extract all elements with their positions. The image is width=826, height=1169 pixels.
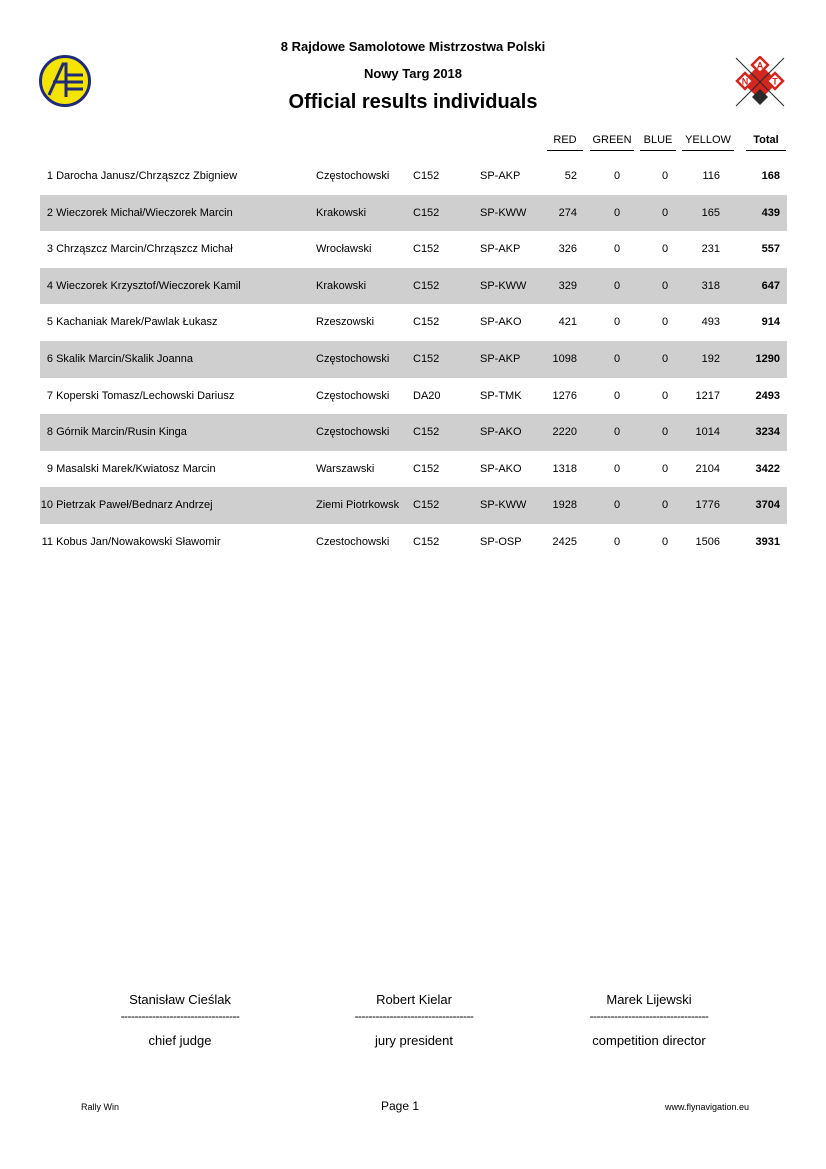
table-row bbox=[40, 378, 787, 415]
blue-score: 0 bbox=[661, 535, 669, 548]
crew-name: 10 Pietrzak Paweł/Bednarz Andrzej bbox=[40, 499, 213, 512]
signature-line: ---------------------------------- bbox=[120, 1009, 240, 1023]
total-score: 3422 bbox=[755, 462, 780, 475]
column-header-red-label: RED bbox=[553, 134, 577, 146]
green-score: 0 bbox=[613, 279, 621, 292]
yellow-score: 231 bbox=[701, 243, 720, 256]
red-score: 421 bbox=[558, 316, 577, 329]
column-header-yellow bbox=[682, 134, 734, 151]
plane-type: C152 bbox=[413, 426, 440, 439]
blue-score: 0 bbox=[661, 499, 669, 512]
event-location-year: Nowy Targ 2018 bbox=[363, 66, 463, 81]
table-row bbox=[40, 341, 787, 378]
column-header-blue-label: BLUE bbox=[643, 134, 673, 146]
club: Czestochowski bbox=[316, 535, 390, 548]
green-score: 0 bbox=[613, 206, 621, 219]
red-score: 2220 bbox=[552, 426, 577, 439]
green-score: 0 bbox=[613, 389, 621, 402]
yellow-score: 1014 bbox=[695, 426, 720, 439]
green-score: 0 bbox=[613, 426, 621, 439]
plane-registration: SP-KWW bbox=[480, 279, 527, 292]
signature-role-chief-judge: chief judge bbox=[148, 1033, 212, 1048]
plane-registration: SP-OSP bbox=[480, 535, 522, 548]
yellow-score: 116 bbox=[702, 170, 720, 182]
crew-name: 9 Masalski Marek/Kwiatosz Marcin bbox=[46, 462, 216, 475]
plane-registration: SP-AKP bbox=[480, 243, 521, 256]
club: Wrocławski bbox=[316, 243, 372, 256]
club: Krakowski bbox=[316, 279, 367, 292]
total-score: 439 bbox=[761, 206, 780, 219]
crew-name: 11 Kobus Jan/Nowakowski Sławomir bbox=[41, 535, 221, 548]
ant-logo-icon bbox=[732, 56, 788, 108]
aeroclub-logo-icon bbox=[39, 55, 91, 107]
crew-name: 8 Górnik Marcin/Rusin Kinga bbox=[46, 426, 187, 439]
yellow-score: 2104 bbox=[695, 462, 720, 475]
red-score: 2425 bbox=[552, 535, 577, 548]
plane-type: C152 bbox=[413, 279, 440, 292]
blue-score: 0 bbox=[661, 170, 669, 182]
green-score: 0 bbox=[613, 316, 621, 329]
signature-role-competition-director: competition director bbox=[592, 1033, 706, 1048]
green-score: 0 bbox=[613, 499, 621, 512]
table-row bbox=[40, 487, 787, 524]
red-score: 1318 bbox=[552, 462, 577, 475]
total-score: 168 bbox=[761, 170, 780, 182]
table-row bbox=[40, 231, 787, 268]
signature-role-jury-president: jury president bbox=[374, 1033, 454, 1048]
footer-software-name: Rally Win bbox=[81, 1102, 120, 1112]
logo-letter-a: A bbox=[756, 60, 764, 71]
blue-score: 0 bbox=[661, 316, 669, 329]
green-score: 0 bbox=[613, 243, 621, 256]
yellow-score: 1217 bbox=[695, 389, 720, 402]
red-score: 326 bbox=[558, 243, 577, 256]
plane-type: C152 bbox=[413, 462, 440, 475]
logo-letter-n: N bbox=[741, 76, 749, 87]
blue-score: 0 bbox=[661, 243, 669, 256]
yellow-score: 192 bbox=[701, 352, 720, 365]
blue-score: 0 bbox=[661, 279, 669, 292]
table-row bbox=[40, 158, 787, 195]
table-row bbox=[40, 304, 787, 341]
column-header-yellow-label: YELLOW bbox=[685, 134, 731, 146]
plane-type: C152 bbox=[413, 170, 440, 182]
plane-type: C152 bbox=[413, 206, 440, 219]
crew-name: 5 Kachaniak Marek/Pawlak Łukasz bbox=[46, 316, 218, 329]
plane-registration: SP-AKO bbox=[480, 316, 522, 329]
club: Częstochowski bbox=[316, 170, 390, 182]
club: Ziemi Piotrkowsk bbox=[316, 499, 400, 512]
plane-registration: SP-AKP bbox=[480, 170, 521, 182]
red-score: 274 bbox=[558, 206, 577, 219]
yellow-score: 493 bbox=[701, 316, 720, 329]
column-header-red bbox=[547, 134, 583, 151]
green-score: 0 bbox=[613, 352, 621, 365]
blue-score: 0 bbox=[661, 206, 669, 219]
plane-registration: SP-AKO bbox=[480, 462, 522, 475]
total-score: 1290 bbox=[755, 352, 780, 365]
plane-type: C152 bbox=[413, 352, 440, 365]
crew-name: 4 Wieczorek Krzysztof/Wieczorek Kamil bbox=[46, 279, 241, 292]
red-score: 52 bbox=[564, 170, 577, 182]
crew-name: 1 Darocha Janusz/Chrząszcz Zbigniew bbox=[46, 170, 238, 182]
table-row bbox=[40, 268, 787, 305]
plane-type: C152 bbox=[413, 499, 440, 512]
crew-name: 3 Chrząszcz Marcin/Chrząszcz Michał bbox=[46, 243, 233, 256]
blue-score: 0 bbox=[661, 426, 669, 439]
plane-registration: SP-TMK bbox=[480, 389, 522, 402]
crew-name: 7 Koperski Tomasz/Lechowski Dariusz bbox=[46, 389, 235, 402]
column-header-green bbox=[590, 134, 634, 151]
table-row bbox=[40, 524, 787, 561]
blue-score: 0 bbox=[661, 352, 669, 365]
club: Częstochowski bbox=[316, 426, 390, 439]
total-score: 3234 bbox=[755, 426, 780, 439]
page-title: Official results individuals bbox=[288, 91, 538, 113]
plane-type: C152 bbox=[413, 316, 440, 329]
total-score: 2493 bbox=[755, 389, 780, 402]
column-header-total-label: Total bbox=[753, 134, 779, 146]
championship-title: 8 Rajdowe Samolotowe Mistrzostwa Polski bbox=[280, 39, 546, 54]
table-row bbox=[40, 451, 787, 488]
plane-type: DA20 bbox=[413, 389, 441, 402]
plane-type: C152 bbox=[413, 535, 440, 548]
crew-name: 2 Wieczorek Michał/Wieczorek Marcin bbox=[46, 206, 233, 219]
yellow-score: 318 bbox=[701, 279, 720, 292]
total-score: 557 bbox=[761, 243, 780, 256]
green-score: 0 bbox=[613, 170, 621, 182]
plane-registration: SP-KWW bbox=[480, 206, 527, 219]
red-score: 1928 bbox=[552, 499, 577, 512]
logo-letter-t: T bbox=[772, 76, 778, 87]
signature-line: ---------------------------------- bbox=[589, 1009, 709, 1023]
total-score: 914 bbox=[761, 316, 780, 329]
total-score: 3931 bbox=[755, 535, 780, 548]
club: Krakowski bbox=[316, 206, 367, 219]
club: Częstochowski bbox=[316, 389, 390, 402]
blue-score: 0 bbox=[661, 389, 669, 402]
club: Częstochowski bbox=[316, 352, 390, 365]
column-header-total bbox=[746, 134, 786, 151]
crew-name: 6 Skalik Marcin/Skalik Joanna bbox=[46, 352, 194, 365]
total-score: 3704 bbox=[755, 499, 780, 512]
yellow-score: 165 bbox=[701, 206, 720, 219]
total-score: 647 bbox=[761, 279, 780, 292]
plane-registration: SP-KWW bbox=[480, 499, 527, 512]
club: Warszawski bbox=[316, 462, 375, 475]
signature-name-chief-judge: Stanisław Cieślak bbox=[129, 992, 231, 1007]
signature-name-competition-director: Marek Lijewski bbox=[606, 992, 692, 1007]
table-row bbox=[40, 195, 787, 232]
red-score: 329 bbox=[558, 279, 577, 292]
green-score: 0 bbox=[613, 462, 621, 475]
plane-type: C152 bbox=[413, 243, 440, 256]
yellow-score: 1776 bbox=[695, 499, 720, 512]
footer-website: www.flynavigation.eu bbox=[664, 1102, 749, 1112]
club: Rzeszowski bbox=[316, 316, 375, 329]
plane-registration: SP-AKO bbox=[480, 426, 522, 439]
yellow-score: 1506 bbox=[695, 535, 720, 548]
blue-score: 0 bbox=[661, 462, 669, 475]
results-table bbox=[40, 158, 787, 561]
green-score: 0 bbox=[613, 535, 621, 548]
footer-page-number: Page 1 bbox=[380, 1099, 420, 1113]
plane-registration: SP-AKP bbox=[480, 352, 521, 365]
table-row bbox=[40, 414, 787, 451]
column-header-blue bbox=[640, 134, 676, 151]
red-score: 1276 bbox=[552, 389, 577, 402]
signature-line: ---------------------------------- bbox=[354, 1009, 474, 1023]
column-header-green-label: GREEN bbox=[592, 134, 632, 146]
red-score: 1098 bbox=[552, 352, 577, 365]
signature-name-jury-president: Robert Kielar bbox=[376, 992, 452, 1007]
